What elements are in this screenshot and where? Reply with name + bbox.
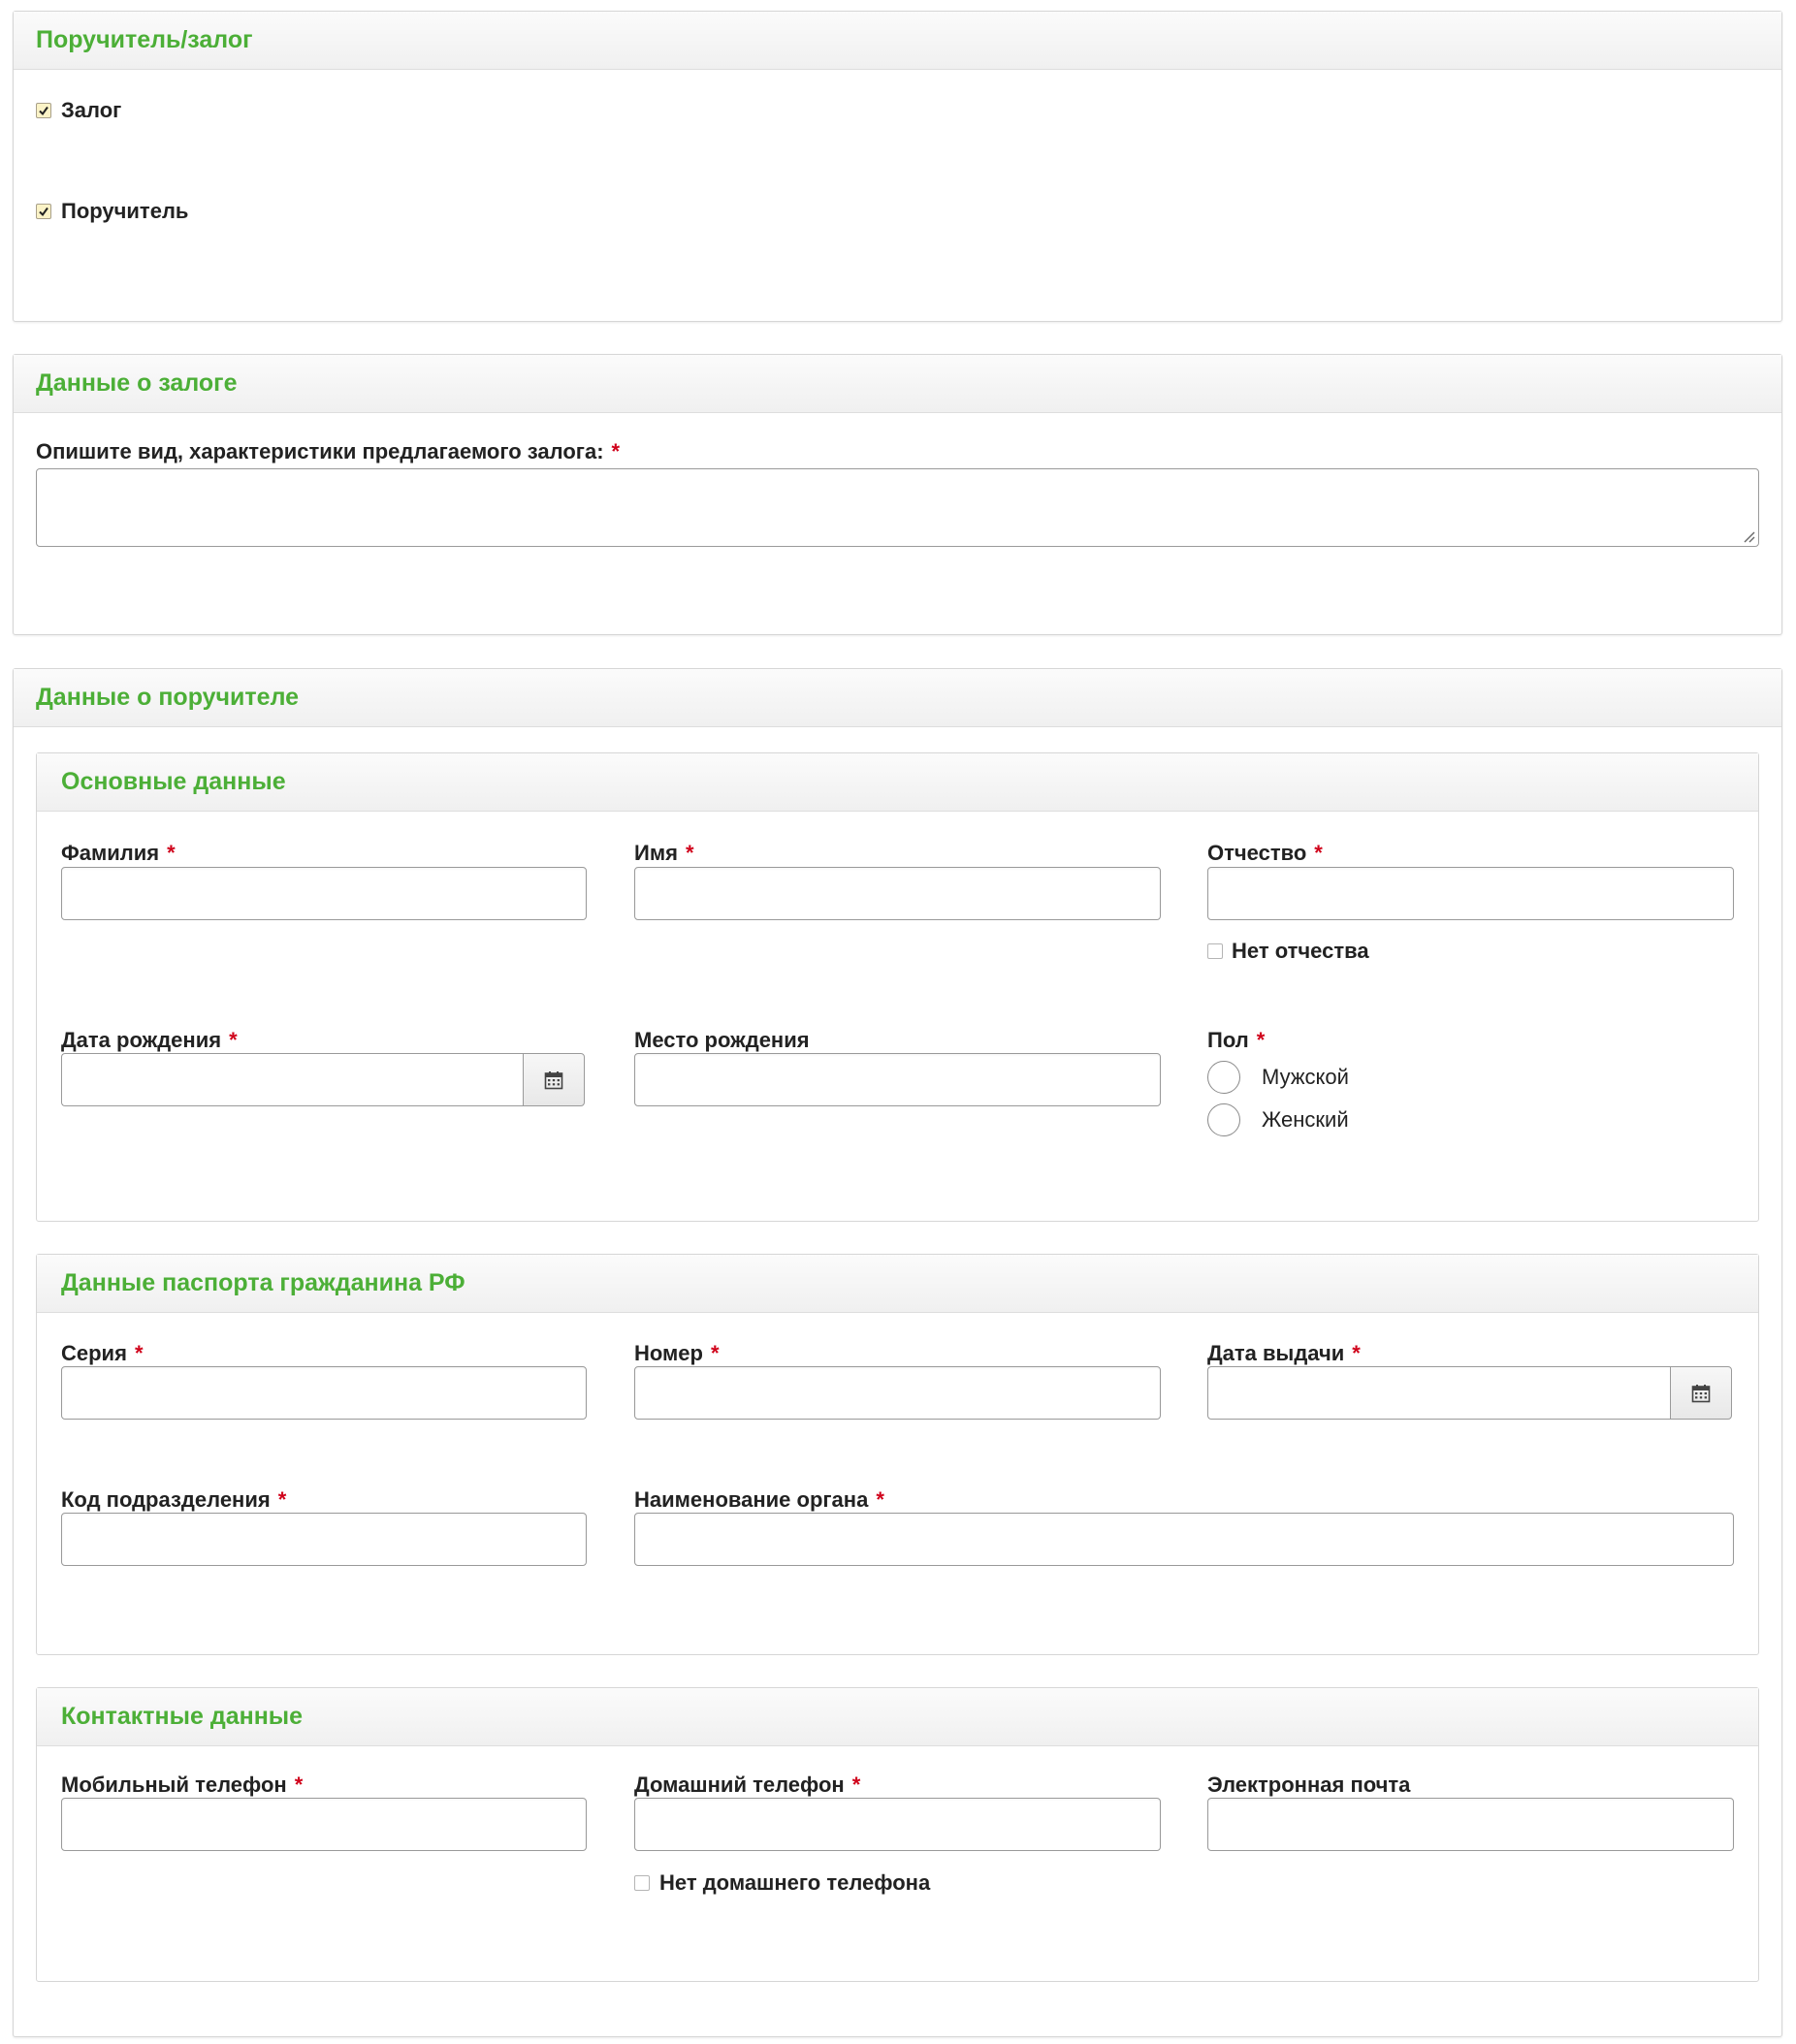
panel-title: Поручитель/залог <box>36 26 253 53</box>
passport-series-label: Серия * <box>61 1341 144 1365</box>
subpanel-title: Основные данные <box>61 768 286 795</box>
passport-number-label: Номер * <box>634 1341 720 1365</box>
mobile-phone-input[interactable] <box>61 1798 587 1851</box>
calendar-icon <box>544 1070 563 1090</box>
last-name-label: Фамилия * <box>61 841 176 865</box>
subpanel-title: Контактные данные <box>61 1703 304 1730</box>
subpanel-header <box>37 1255 1758 1313</box>
home-phone-label: Домашний телефон * <box>634 1773 861 1797</box>
issuing-authority-label: Наименование органа * <box>634 1487 884 1512</box>
first-name-label: Имя * <box>634 841 694 865</box>
first-name-input[interactable] <box>634 867 1161 920</box>
birth-date-picker <box>61 1053 584 1106</box>
no-patronymic-label[interactable]: Нет отчества <box>1232 939 1369 963</box>
passport-series-input[interactable] <box>61 1366 587 1420</box>
basic-data-subpanel <box>36 752 1759 1222</box>
guarantor-data-panel <box>13 668 1782 2037</box>
guarantor-checkbox-label[interactable]: Поручитель <box>61 199 189 223</box>
pledge-checkbox[interactable] <box>36 103 51 118</box>
calendar-icon <box>1691 1384 1711 1403</box>
patronymic-label: Отчество * <box>1207 841 1323 865</box>
gender-female-label[interactable]: Женский <box>1262 1107 1349 1132</box>
email-input[interactable] <box>1207 1798 1734 1851</box>
birth-date-calendar-button[interactable] <box>523 1053 585 1106</box>
panel-title: Данные о залоге <box>36 369 238 397</box>
subpanel-header <box>37 1688 1758 1746</box>
gender-male-label[interactable]: Мужской <box>1262 1065 1349 1089</box>
panel-title: Данные о поручителе <box>36 684 300 711</box>
birth-place-input[interactable] <box>634 1053 1161 1106</box>
issue-date-input[interactable] <box>1207 1366 1670 1420</box>
checkmark-icon <box>38 206 49 217</box>
gender-female-radio[interactable] <box>1207 1103 1240 1136</box>
patronymic-input[interactable] <box>1207 867 1734 920</box>
issuing-authority-input[interactable] <box>634 1513 1734 1566</box>
contact-data-subpanel <box>36 1687 1759 1982</box>
email-label: Электронная почта <box>1207 1773 1411 1797</box>
pledge-data-panel <box>13 354 1782 635</box>
birth-place-label: Место рождения <box>634 1028 810 1052</box>
no-patronymic-checkbox[interactable] <box>1207 943 1223 959</box>
resize-handle-icon[interactable] <box>1742 529 1755 543</box>
division-code-label: Код подразделения * <box>61 1487 287 1512</box>
subpanel-header <box>37 753 1758 812</box>
birth-date-label: Дата рождения * <box>61 1028 238 1052</box>
home-phone-input[interactable] <box>634 1798 1161 1851</box>
last-name-input[interactable] <box>61 867 587 920</box>
panel-header <box>14 12 1781 70</box>
birth-date-input[interactable] <box>61 1053 523 1106</box>
passport-number-input[interactable] <box>634 1366 1161 1420</box>
no-home-phone-checkbox[interactable] <box>634 1875 650 1891</box>
passport-data-subpanel <box>36 1254 1759 1655</box>
gender-male-radio[interactable] <box>1207 1061 1240 1094</box>
division-code-input[interactable] <box>61 1513 587 1566</box>
gender-label: Пол * <box>1207 1028 1266 1052</box>
issue-date-label: Дата выдачи * <box>1207 1341 1361 1365</box>
pledge-description-textarea[interactable] <box>36 468 1759 547</box>
mobile-phone-label: Мобильный телефон * <box>61 1773 304 1797</box>
issue-date-picker <box>1207 1366 1732 1420</box>
pledge-description-label: Опишите вид, характеристики предлагаемого залога: * <box>36 439 621 463</box>
subpanel-title: Данные паспорта гражданина РФ <box>61 1269 465 1296</box>
guarantor-pledge-panel <box>13 11 1782 322</box>
pledge-checkbox-label[interactable]: Залог <box>61 98 122 122</box>
panel-header <box>14 669 1781 727</box>
no-home-phone-label[interactable]: Нет домашнего телефона <box>659 1870 931 1895</box>
guarantor-checkbox[interactable] <box>36 204 51 219</box>
issue-date-calendar-button[interactable] <box>1670 1366 1732 1420</box>
panel-header <box>14 355 1781 413</box>
checkmark-icon <box>38 105 49 116</box>
